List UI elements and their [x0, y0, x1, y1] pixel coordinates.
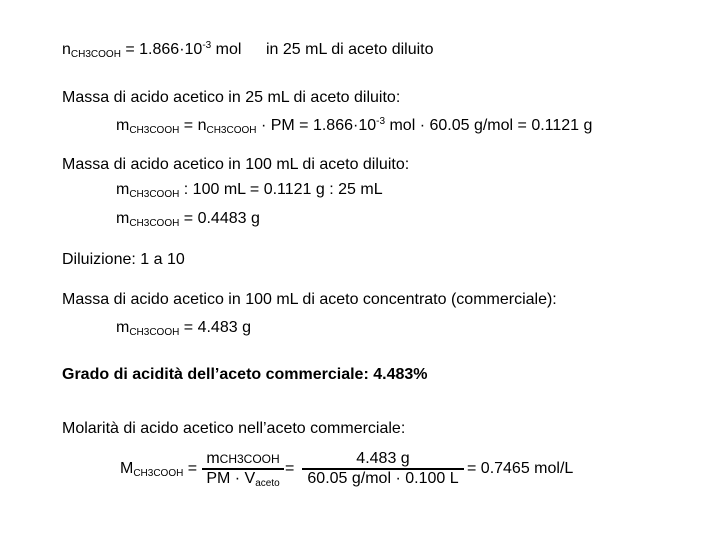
result-text: = 0.4483 g [179, 210, 260, 227]
n-exponent: -3 [202, 40, 212, 51]
m-subscript: CH3COOH [129, 327, 180, 338]
section2-proportion [116, 180, 383, 200]
den-text: PM · V [206, 470, 256, 487]
M-symbol: M [120, 460, 134, 477]
eq-mid: · PM = 1.866·10 [256, 117, 377, 134]
acidity-grade: Grado di acidità dell’aceto commerciale: 4.483% [62, 366, 428, 383]
eq-result: mol · 60.05 g/mol = 0.1121 g [385, 117, 593, 134]
M-subscript: CH3COOH [133, 468, 184, 479]
n-unit: mol [211, 41, 242, 58]
m-symbol: m [116, 181, 130, 198]
m-symbol: m [116, 117, 130, 134]
m-subscript: CH3COOH [219, 452, 280, 466]
section2-heading: Massa di acido acetico in 100 mL di aceto diluito: [62, 156, 410, 173]
fraction1-numerator [202, 450, 284, 468]
m-symbol: m [206, 450, 220, 467]
dilution-text: Diluizione: 1 a 10 [62, 251, 185, 268]
den-subscript: aceto [255, 478, 280, 489]
n-value: = 1.866·10 [120, 41, 203, 58]
section2-result [116, 209, 260, 229]
molarity-lhs [120, 459, 197, 479]
m-subscript: CH3COOH [129, 218, 180, 229]
result-text: = 4.483 g [179, 319, 251, 336]
n-subscript: CH3COOH [70, 49, 121, 60]
eq-n: = n [179, 117, 207, 134]
m-subscript: CH3COOH [129, 125, 180, 136]
equals-sign-2: = [285, 460, 295, 477]
section1-equation [116, 116, 592, 136]
molarity-result: = 0.7465 mol/L [467, 460, 574, 477]
proportion-text: : 100 mL = 0.1121 g : 25 mL [179, 181, 383, 198]
section3-result [116, 318, 251, 338]
n-subscript: CH3COOH [206, 125, 257, 136]
fraction2-numerator: 4.483 g [356, 450, 410, 467]
section4-heading: Molarità di acido acetico nell’aceto commerciale: [62, 420, 406, 437]
eq-exponent: -3 [376, 116, 386, 127]
m-symbol: m [116, 319, 130, 336]
section1-heading: Massa di acido acetico in 25 mL di aceto diluito: [62, 89, 401, 106]
n-symbol: n [62, 41, 71, 58]
fraction1-denominator [202, 470, 284, 488]
context-text: in 25 mL di aceto diluito [266, 41, 434, 58]
m-subscript: CH3COOH [129, 189, 180, 200]
equals-sign: = [183, 460, 198, 477]
section3-heading: Massa di acido acetico in 100 mL di aceto concentrato (commerciale): [62, 291, 557, 308]
molar-amount-line [62, 40, 241, 60]
m-symbol: m [116, 210, 130, 227]
fraction2-denominator: 60.05 g/mol · 0.100 L [307, 470, 459, 487]
